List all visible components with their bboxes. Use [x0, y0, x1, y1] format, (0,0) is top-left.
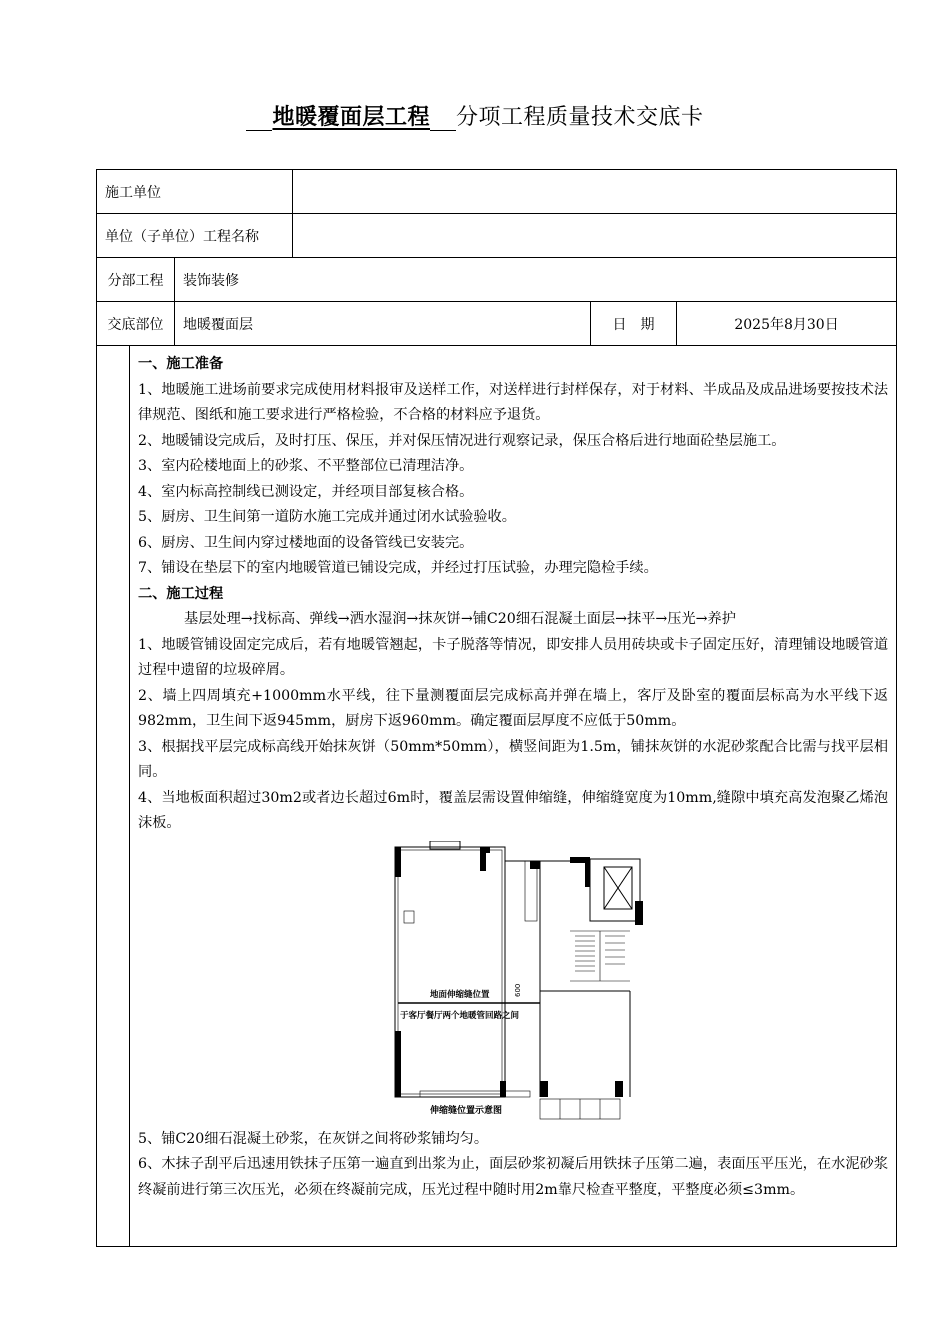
content-cell	[130, 346, 897, 1247]
date-label: 日 期	[591, 302, 677, 346]
row-project-name	[97, 214, 897, 258]
figure-label-between: 于客厅餐厅两个地暖管回路之间	[400, 1010, 520, 1021]
division-label: 分部工程	[97, 258, 175, 302]
process-flow: 基层处理→找标高、弹线→洒水湿润→抹灰饼→铺C20细石混凝土面层→抹平→压光→养护	[184, 611, 736, 627]
location-label: 交底部位	[97, 302, 175, 346]
figure-caption: 伸缩缝位置示意图	[430, 1105, 503, 1116]
section1-item: 3、室内砼楼地面上的砂浆、不平整部位已清理洁净。	[138, 458, 474, 474]
construction-unit-value	[293, 170, 897, 214]
row-construction-unit	[97, 170, 897, 214]
page-title	[0, 100, 950, 131]
section2-item: 4、当地板面积超过30m2或者边长超过6m时，覆盖层需设置伸缩缝，伸缩缝宽度为10mm,缝隙中填充高发泡聚乙烯泡沫板。	[138, 789, 889, 831]
title-underline-pad	[246, 108, 272, 131]
title-suffix: 分项工程质量技术交底卡	[456, 105, 704, 130]
section2-item: 1、地暖管铺设固定完成后，若有地暖管翘起，卡子脱落等情况，即安排人员用砖块或卡子固定压好，清理铺设地暖管道过程中遗留的垃圾碎屑。	[138, 636, 889, 678]
section2-item: 2、墙上四周填充+1000mm水平线，往下量测覆面层完成标高并弹在墙上，客厅及卧室的覆面层标高为水平线下返982mm，卫生间下返945mm，厨房下返960mm。确定覆面层厚度不应低于50mm。	[138, 687, 889, 729]
section2-item: 6、木抹子刮平后迅速用铁抹子压第一遍直到出浆为止，面层砂浆初凝后用铁抹子压第二遍，表面压平压光，在水泥砂浆终凝前进行第三次压光，必须在终凝前完成，压光过程中随时用2m靠尺检查平整度，平整度必须≤3mm。	[138, 1156, 889, 1198]
row-content	[97, 346, 897, 1247]
section1-item: 2、地暖铺设完成后，及时打压、保压，并对保压情况进行观察记录，保压合格后进行地面砼垫层施工。	[138, 432, 786, 449]
division-value: 装饰装修	[175, 258, 897, 302]
section1-item: 7、铺设在垫层下的室内地暖管道已铺设完成，并经过打压试验，办理完隐检手续。	[138, 560, 658, 576]
expansion-joint-floor-plan	[390, 841, 650, 1121]
section2-item: 5、铺C20细石混凝土砂浆，在灰饼之间将砂浆铺均匀。	[138, 1130, 489, 1147]
row-location	[97, 302, 897, 346]
row-division	[97, 258, 897, 302]
construction-unit-label: 施工单位	[97, 170, 293, 214]
section2-item: 3、根据找平层完成标高线开始抹灰饼（50mm*50mm），横竖间距为1.5m，铺抹灰饼的水泥砂浆配合比需与找平层相同。	[138, 738, 889, 780]
date-value: 2025年8月30日	[677, 302, 897, 346]
content-margin-cell	[97, 346, 130, 1247]
title-underline-pad	[430, 108, 456, 131]
figure-label-joint: 地面伸缩缝位置	[430, 989, 490, 1000]
section1-item: 1、地暖施工进场前要求完成使用材料报审及送样工作，对送样进行封样保存，对于材料、半成品及成品进场要按技术法律规范、图纸和施工要求进行严格检验，不合格的材料应予退货。	[138, 381, 889, 423]
project-name-value	[293, 214, 897, 258]
title-project: 地暖覆面层工程	[272, 105, 430, 130]
section1-title: 一、施工准备	[138, 356, 224, 372]
location-value: 地暖覆面层	[175, 302, 591, 346]
section1-item: 4、室内标高控制线已测设定，并经项目部复核合格。	[138, 483, 474, 500]
section1-item: 5、厨房、卫生间第一道防水施工完成并通过闭水试验验收。	[138, 509, 516, 525]
section1-item: 6、厨房、卫生间内穿过楼地面的设备管线已安装完。	[138, 534, 474, 551]
project-name-label: 单位（子单位）工程名称	[97, 214, 293, 258]
disclosure-card-table	[96, 169, 897, 1247]
figure-label-dim: 600	[514, 983, 522, 997]
section2-title: 二、施工过程	[138, 585, 224, 602]
